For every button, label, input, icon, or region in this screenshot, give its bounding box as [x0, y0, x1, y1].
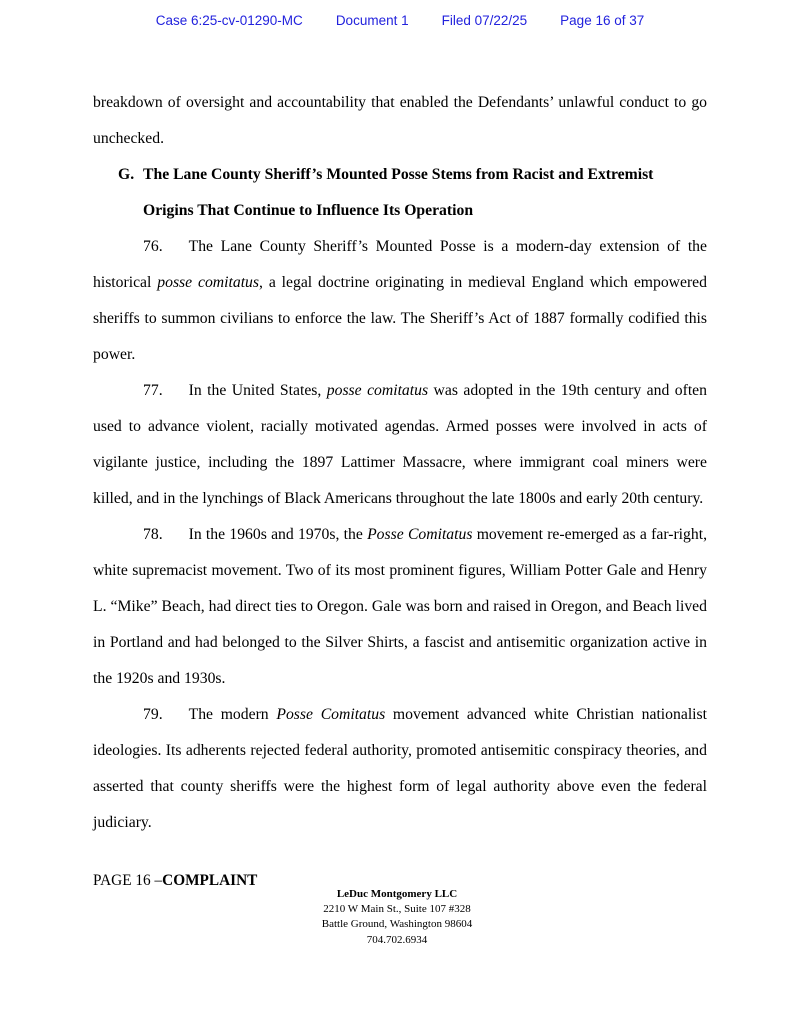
section-heading: G. The Lane County Sheriff’s Mounted Posse Stems from Racist and Extremist Origins That Continue to Influence Its Operation	[93, 157, 707, 229]
case-header	[0, 13, 800, 28]
footer-complaint-label: COMPLAINT	[162, 872, 258, 889]
document-body	[93, 85, 707, 841]
numbered-paragraph: 78. In the 1960s and 1970s, the Posse Comitatus movement re-emerged as a far-right, white supremacist movement. Two of its most prominent figures, William Potter Gale and Henry L. “Mike” Beach, had direct ties to Oregon. Gale was born and raised in Oregon, and Beach lived in Portland and had belonged to the Silver Shirts, a fascist and antisemitic organization active in the 1920s and 1930s.	[93, 526, 708, 687]
paragraph-number: 76.	[143, 238, 163, 255]
paragraph-continuation: breakdown of oversight and accountability that enabled the Defendants’ unlawful conduct to go unchecked.	[93, 94, 707, 147]
firm-name: LeDuc Montgomery LLC	[336, 888, 458, 900]
numbered-paragraph: 79. The modern Posse Comitatus movement advanced white Christian nationalist ideologies. Its adherents rejected federal authority, promoted antisemitic conspiracy theories, and asserted that county sheriffs were the highest form of legal authority above even the federal judiciary.	[93, 706, 707, 831]
firm-phone: 704.702.6934	[366, 933, 428, 946]
law-firm-block	[0, 887, 794, 948]
document-number: Document 1	[335, 13, 409, 28]
case-number: Case 6:25-cv-01290-MC	[155, 13, 303, 28]
page-indicator: Page 16 of 37	[560, 13, 645, 28]
section-heading-label: G.	[118, 166, 135, 183]
paragraph-number: 78.	[143, 526, 163, 543]
filed-date: Filed 07/22/25	[441, 13, 528, 28]
firm-address-line1: 2210 W Main St., Suite 107 #328	[323, 903, 471, 916]
numbered-paragraph: 76. The Lane County Sheriff’s Mounted Posse is a modern-day extension of the historical posse comitatus, a legal doctrine originating in medieval England which empowered sheriffs to summon civilians to enforce the law. The Sheriff’s Act of 1887 formally codified this power.	[93, 238, 707, 363]
footer-page-number: PAGE 16 –	[93, 872, 163, 889]
firm-address-line2: Battle Ground, Washington 98604	[321, 918, 473, 931]
numbered-paragraph: 77. In the United States, posse comitatus was adopted in the 19th century and often used to advance violent, racially motivated agendas. Armed posses were involved in acts of vigilante justice, including the 1897 Lattimer Massacre, where immigrant coal miners were killed, and in the lynchings of Black Americans throughout the late 1800s and early 20th century.	[93, 382, 707, 507]
paragraph-number: 77.	[143, 382, 163, 399]
paragraph-number: 79.	[143, 706, 163, 723]
